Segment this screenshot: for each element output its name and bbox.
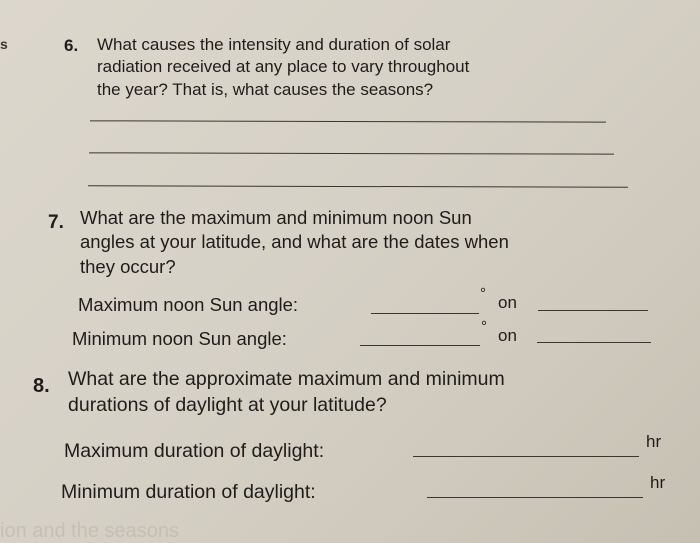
question-8-text: [68, 367, 505, 418]
question-6-line-2: radiation received at any place to vary throughout: [97, 57, 470, 77]
question-8-line-2: durations of daylight at your latitude?: [68, 393, 387, 416]
margin-mark: s: [0, 36, 8, 52]
min-daylight-input[interactable]: [427, 497, 643, 498]
max-daylight-input[interactable]: [413, 456, 639, 457]
max-sun-angle-input[interactable]: [371, 313, 479, 314]
on-label: on: [498, 293, 517, 312]
question-7-number: 7.: [48, 212, 64, 233]
min-sun-angle-label: Minimum noon Sun angle:: [72, 328, 287, 349]
answer-line-6-1[interactable]: [90, 120, 606, 123]
question-6-text: [97, 34, 469, 101]
bleed-through-text: ion and the seasons: [0, 520, 180, 542]
question-7-line-2: angles at your latitude, and what are the dates when: [80, 231, 509, 253]
min-sun-angle-row: [72, 328, 287, 350]
on-label: on: [498, 326, 517, 345]
question-7-line-1: What are the maximum and minimum noon Sun: [80, 207, 472, 228]
question-6-line-1: What causes the intensity and duration of solar: [97, 35, 451, 54]
question-8-line-1: What are the approximate maximum and minimum: [68, 368, 505, 390]
question-7-line-3: they occur?: [80, 255, 176, 277]
hr-unit: hr: [646, 432, 662, 451]
max-sun-angle-label: Maximum noon Sun angle:: [78, 294, 299, 315]
min-sun-angle-date-input[interactable]: [537, 342, 651, 343]
answer-line-6-2[interactable]: [89, 152, 614, 155]
max-sun-angle-row: [78, 294, 298, 316]
question-7-text: [80, 206, 509, 279]
min-daylight-label: Minimum duration of daylight:: [61, 481, 316, 503]
hr-unit: hr: [650, 473, 666, 492]
question-6-number: 6.: [64, 36, 79, 55]
min-daylight-row: [61, 481, 316, 504]
answer-line-6-3[interactable]: [88, 185, 628, 188]
degree-symbol: °: [480, 285, 486, 302]
max-sun-angle-date-input[interactable]: [538, 310, 648, 311]
question-6-line-3: the year? That is, what causes the seasons?: [97, 79, 434, 99]
min-sun-angle-input[interactable]: [360, 345, 480, 346]
max-daylight-row: [64, 440, 324, 463]
question-8-number: 8.: [33, 375, 50, 397]
degree-symbol: °: [481, 318, 487, 335]
max-daylight-label: Maximum duration of daylight:: [64, 440, 325, 462]
